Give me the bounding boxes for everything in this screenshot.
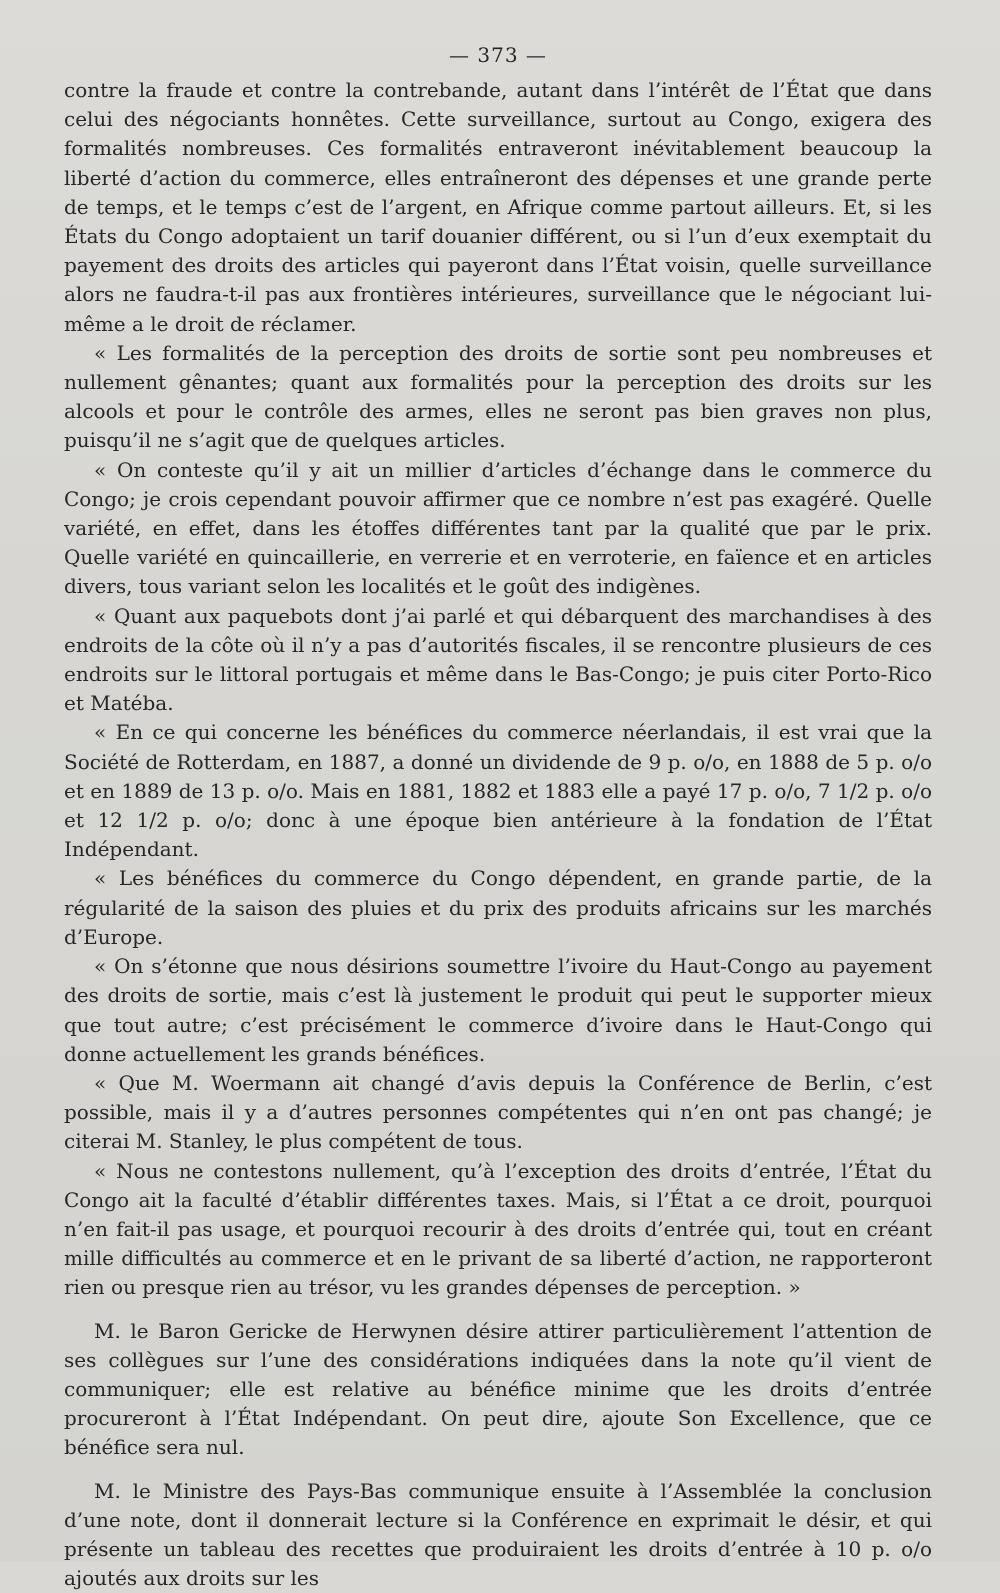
paragraph: M. le Baron Gericke de Herwynen désire attirer particulièrement l’attention de ses collègues sur l’une des considérations indiquées dans la note qu’il vient de communiquer; elle est relative au bénéfice minime que les droits d’entrée procureront à l’État Indépendant. On peut dire, ajoute Son Excellence, que ce bénéfice sera nul. [64,1318,932,1460]
paragraph: « Les bénéfices du commerce du Congo dépendent, en grande partie, de la régularité de la saison des pluies et du prix des produits africains sur les marchés d’Europe. [64,866,932,949]
paragraph: « On s’étonne que nous désirions soumettre l’ivoire du Haut-Congo au payement des droits de sortie, mais c’est là justement le produit qui peut le supporter mieux que tout autre; c’est précisément le commerce d’ivoire dans le Haut-Congo qui donne actuellement les grands bénéfices. [64,954,932,1066]
page-number: — 373 — [449,43,547,67]
paragraph: « En ce qui concerne les bénéfices du commerce néerlandais, il est vrai que la Société de Rotterdam, en 1887, a donné un dividende de 9 p. o/o, en 1888 de 5 p. o/o et en 1889 de 13 p. o/o. Mais en 1881, 1882 et 1883 elle a payé 17 p. o/o, 7 1/2 p. o/o et 12 1/2 p. o/o; donc à une époque bien antérieure à la fondation de l’État Indépendant. [64,720,932,862]
paragraph: « Quant aux paquebots dont j’ai parlé et qui débarquent des marchandises à des endroits de la côte où il n’y a pas d’autorités fiscales, il se rencontre plusieurs de ces endroits sur le littoral portugais et même dans le Bas-Congo; je puis citer Porto-Rico et Matéba. [64,603,932,716]
paragraph: « Nous ne contestons nullement, qu’à l’exception des droits d’entrée, l’État du Congo ait la faculté d’établir différentes taxes. Mais, si l’État a ce droit, pourquoi n’en fait-il pas usage, et pourquoi recourir à des droits d’entrée qui, tout en créant mille difficultés au commerce et en le privant de sa liberté d’action, ne rapporteront rien ou presque rien au trésor, vu les grandes dépenses de perception. » [64,1158,932,1300]
body-text [64,76,932,1593]
paragraph: « On conteste qu’il y ait un millier d’articles d’échange dans le commerce du Congo; je crois cependant pouvoir affirmer que ce nombre n’est pas exagéré. Quelle variété, en effet, dans les étoffes différentes tant par la qualité que par le prix. Quelle variété en quincaillerie, en verrerie et en verroterie, en faïence et en articles divers, tous variant selon les localités et le goût des indigènes. [64,457,932,599]
paragraph: « Que M. Woermann ait changé d’avis depuis la Conférence de Berlin, c’est possible, mais il y a d’autres personnes compétentes qui n’en ont pas changé; je citerai M. Stanley, le plus compétent de tous. [64,1070,932,1154]
paragraph: « Les formalités de la perception des droits de sortie sont peu nombreuses et nullement gênantes; quant aux formalités pour la perception des droits sur les alcools et pour le contrôle des armes, elles ne seront pas bien graves non plus, puisqu’il ne s’agit que de quelques articles. [64,340,932,453]
paragraph: contre la fraude et contre la contrebande, autant dans l’intérêt de l’État que dans celui des négociants honnêtes. Cette surveillance, surtout au Congo, exigera des formalités nombreuses. Ces formalités entraveront inévitablement beaucoup la liberté d’action du commerce, elles entraîneront des dépenses et une grande perte de temps, et le temps c’est de l’argent, en Afrique comme partout ailleurs. Et, si les États du Congo adoptaient un tarif douanier différent, ou si l’un d’eux exemptait du payement des droits des articles qui payeront dans l’État voisin, quelle surveillance alors ne faudra-t-il pas aux frontières intérieures, surveillance que le négociant lui-même a le droit de réclamer. [64,78,932,336]
paragraph: M. le Ministre des Pays-Bas communique ensuite à l’Assemblée la conclusion d’une note, dont il donnerait lecture si la Conférence en exprimait le désir, et qui présente un tableau des recettes que produiraient les droits d’entrée à 10 p. o/o ajoutés aux droits sur les [64,1478,932,1591]
